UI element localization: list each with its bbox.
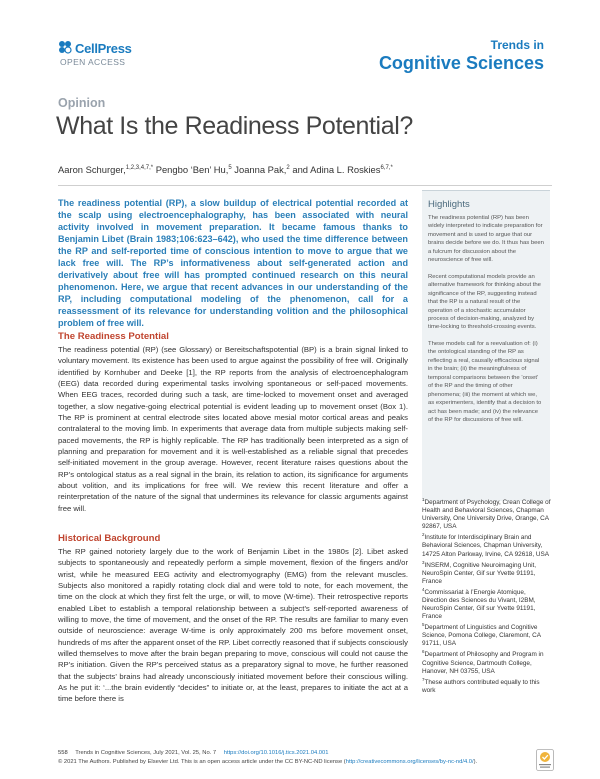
highlight-paragraph: The readiness potential (RP) has been widely interpreted to indicate preparation for movement and is used to argue that our brains decide before we do. It thus has been a fulcrum for discussion about the neuroscience of free will. [428, 215, 544, 264]
doi-link[interactable]: https://doi.org/10.1016/j.tics.2021.04.001 [223, 750, 329, 756]
affiliations [422, 496, 552, 695]
highlights-box [422, 190, 550, 501]
citation: Trends in Cognitive Sciences, July 2021, Vol. 25, No. 7 [75, 750, 217, 756]
section-body: The readiness potential (RP) (see Glossary) or Bereitschaftspotential (BP) is a brain signal linked to voluntary movement. Its existence has been used to argue against the possibility of free will. Originally identified by Kornhuber and Deeke [1], the RP reports from the analysis of electroencephalogram (EEG) data recorded during experimental tasks involving spontaneous or self-paced movements. When EEG traces, recorded during such a task, are time-locked to movement onset and averaged together, a slow negative-going electrical potential is evident leading up to movement onset (Box 1). The RP is prominent at central electrode sites located above mesial motor cortical areas and peaks contralateral to the moving limb. In experiments that average data from multiple subjects making self-paced movements, the RP is highly replicable. The RP has traditionally been interpreted as a sign of planning and preparation for movement and it is well-established as a reliable signal that precedes self-initiated movement in the group average. However, recent literature raises questions about the RP’s ontological status as a real signal in the brain, its relation to action, its significance for arguments about volition, and its implications for free will. We review this recent literature and offer a reinterpretation of the nature of the signal that undermines its relevance for classic arguments against free will. [58, 345, 408, 513]
affiliation-number: 6 [422, 649, 425, 655]
page-footer [58, 750, 558, 765]
author-name: and Adina L. Roskies [289, 164, 381, 175]
highlight-paragraph: These models call for a reevaluation of: (i) the ontological standing of the RP as reflecting a real, causally efficacious signal in the brain; (ii) the meaningfulness of temporal comparisons between the ‘onset’ of the RP and the timing of other phenomena; (iii) the moment at which we, as experimenters, identify that a decision to act has been made; and (iv) the relevance of the RP for discussions of free will. [428, 340, 542, 423]
section-body: The RP gained notoriety largely due to the work of Benjamin Libet in the 1980s [2]. Libet asked subjects to spontaneously and repeatedly perform a simple movement, flexion of the fingers and/or wrist, while he measured EEG activity and electromyography (EMG) from the relevant muscles. Subjects also monitored a rapidly rotating clock dial and were told to note, for each movement, the time on the clock at which they first felt the urge, or will, to move (W-time). Their retrospective reports enabled Libet to establish a temporal relationship between a subject’s self-reported awareness of willing to move, the time of movement, and the onset of the RP. The results are familiar to many even outside of neuroscience: average W-time is only approximately 200 ms before movement onset, hundreds of ms after the apparent onset of the RP. Libet correctly reasoned that if subjects consciously willed themselves to move after the brain began preparing to move, conscious will could not cause the RP’s initiation. Given the RP’s perceived status as a preparatory signal to move, he further reasoned that the subjects’ brains had already unconsciously initiated movement before their conscious willing. As he put it: ‘...the brain evidently “decides” to initiate or, at the least, prepares to initiate the act at a time before there is [58, 547, 408, 704]
affiliation-text: Institute for Interdisciplinary Brain and Behavioral Sciences, Chapman University, 14725 Alton Parkway, Irvine, CA 92618, USA [422, 534, 550, 558]
affiliation-number: 5 [422, 622, 425, 628]
section-heading: The Readiness Potential [58, 331, 169, 342]
highlight-paragraph: Recent computational models provide an alternative framework for thinking about the significance of the RP, suggesting instead that the RP is a natural result of the operation of a stochastic accumulator process of decision-making, analyzed by time-locking to threshold-crossing events. [428, 273, 541, 331]
affiliation-item [422, 496, 552, 531]
author-name: Pengbo ‘Ben’ Hu, [153, 164, 229, 175]
header-divider [58, 185, 552, 186]
affiliation-text: Commissariat à l’Energie Atomique, Direction des Sciences du Vivant, I2BM, NeuroSpin Center, Gif sur Yvette 91191, France [422, 588, 536, 621]
affiliation-item [422, 531, 552, 558]
journal-name-line1: Trends in [490, 38, 544, 52]
publisher-name: CellPress [75, 41, 132, 56]
affiliation-item [422, 621, 552, 648]
license-text: © 2021 The Authors. Published by Elsevier Ltd. This is an open access article under the CC BY-NC-ND license ( [58, 759, 346, 765]
license-text-end: ). [473, 759, 478, 765]
affiliation-text: Department of Psychology, Crean College of Health and Behavioral Sciences, Chapman University, One University Drive, Orange, CA 92867, USA [422, 499, 551, 531]
author-name: Aaron Schurger, [58, 164, 126, 175]
author-list [58, 164, 393, 175]
journal-name-line2: Cognitive Sciences [378, 53, 544, 73]
affiliation-number: 1 [422, 497, 425, 502]
author-name: Joanna Pak, [231, 164, 287, 175]
highlights-heading: Highlights [428, 199, 470, 210]
license-link[interactable]: http://creativecommons.org/licenses/by-nc-nd/4.0/ [345, 759, 474, 765]
affiliation-item [422, 559, 552, 586]
affiliation-number: 4 [422, 586, 425, 592]
article-type-label: Opinion [58, 96, 106, 110]
author-affiliation-marks: 2 [286, 164, 290, 171]
cellpress-logo [58, 40, 132, 67]
check-for-updates-icon[interactable] [536, 749, 554, 771]
author-affiliation-marks: 1,2,3,4,7,* [125, 164, 154, 171]
affiliation-item [422, 648, 552, 675]
author-affiliation-marks: 5 [228, 164, 232, 171]
page-number: 558 [58, 750, 68, 756]
affiliation-number: 3 [422, 559, 425, 565]
affiliation-text: These authors contributed equally to this work [422, 678, 540, 694]
affiliation-text: Department of Philosophy and Program in Cognitive Science, Dartmouth College, Hanover, NH 03755, USA [422, 651, 544, 675]
affiliation-number: 2 [422, 532, 425, 538]
cellpress-logo-icon [58, 40, 72, 54]
affiliation-number: 7 [422, 676, 425, 682]
affiliation-text: INSERM, Cognitive Neuroimaging Unit, NeuroSpin Center, Gif sur Yvette 91191, France [422, 561, 537, 585]
affiliation-item [422, 676, 552, 695]
journal-masthead [379, 38, 544, 74]
section-heading: Historical Background [58, 533, 161, 544]
author-affiliation-marks: 6,7,* [380, 164, 393, 171]
abstract: The readiness potential (RP), a slow buildup of electrical potential recorded at the scalp using electroencephalography, has been associated with neural activity involved in movement preparation. It became famous thanks to Benjamin Libet (Brain 1983;106:623–642), who used the time difference between the RP and self-reported time of conscious intention to move to argue that we lack free will. The RP’s informativeness about self-generated action and derivatively about free will has prompted continued research on this neural phenomenon. Here, we argue that recent advances in our understanding of the RP, including computational modeling of the phenomenon, call for a reassessment of its relevance for understanding volition and the philosophical problem of free will. [58, 198, 408, 329]
affiliation-item [422, 586, 552, 621]
article-title: What Is the Readiness Potential? [56, 112, 413, 140]
open-access-label: OPEN ACCESS [60, 57, 126, 67]
affiliation-text: Department of Linguistics and Cognitive Science, Pomona College, Claremont, CA 91711, USA [422, 624, 541, 648]
